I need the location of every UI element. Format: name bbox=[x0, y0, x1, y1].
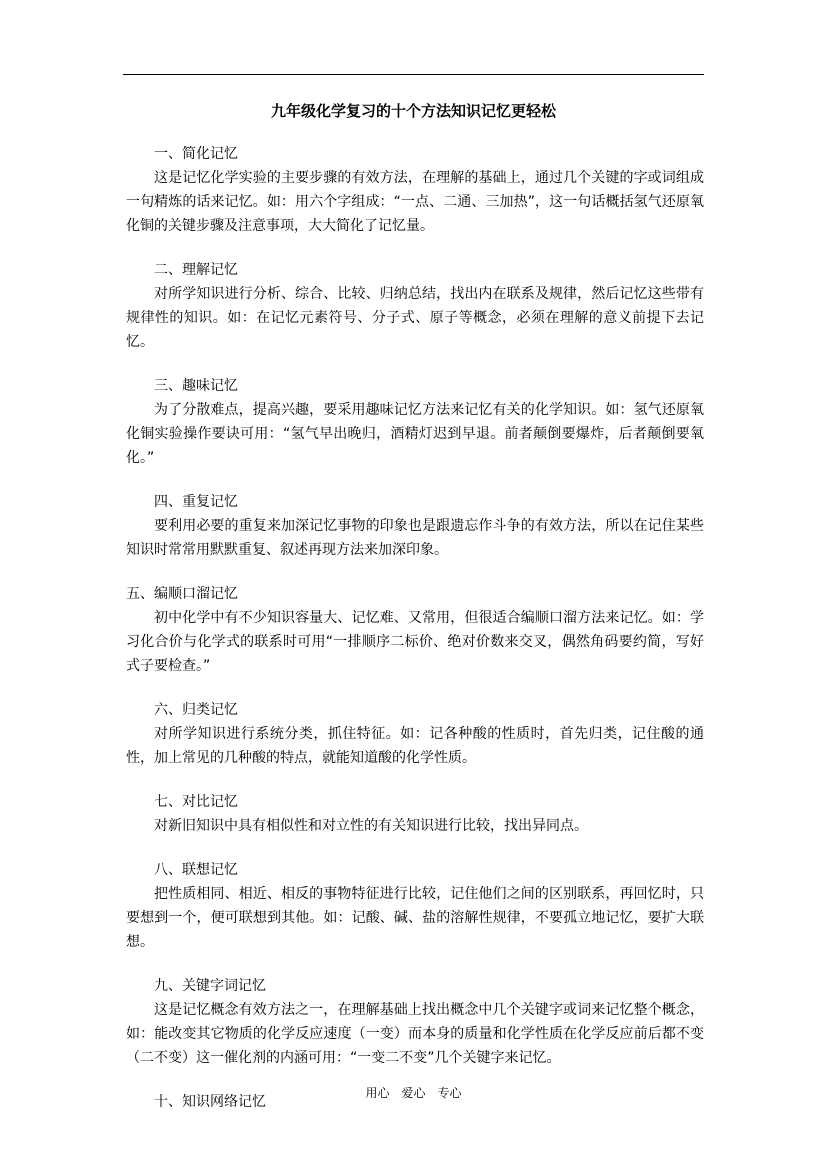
section-paragraph: 对所学知识进行系统分类，抓住特征。如：记各种酸的性质时，首先归类，记住酸的通性，加上常见的几种酸的特点，就能知道酸的化学性质。 bbox=[126, 726, 704, 766]
section-1 bbox=[126, 142, 704, 238]
section-paragraph: 这是记忆概念有效方法之一，在理解基础上找出概念中几个关键字或词来记忆整个概念，如：能改变其它物质的化学反应速度（一变）而本身的质量和化学性质在化学反应前后都不变（二不变）这一催化剂的内涵可用：“一变二不变”几个关键字来记忆。 bbox=[126, 1002, 704, 1066]
section-heading: 三、趣味记忆 bbox=[154, 378, 238, 394]
section-paragraph: 为了分散难点，提高兴趣，要采用趣味记忆方法来记忆有关的化学知识。如：氢气还原氧化铜实验操作要诀可用：“氢气早出晚归，酒精灯迟到早退。前者颠倒要爆炸，后者颠倒要氧化。” bbox=[126, 402, 704, 466]
section-heading: 八、联想记忆 bbox=[154, 862, 238, 878]
section-paragraph: 对所学知识进行分析、综合、比较、归纳总结，找出内在联系及规律，然后记忆这些带有规律性的知识。如：在记忆元素符号、分子式、原子等概念，必须在理解的意义前提下去记忆。 bbox=[126, 286, 704, 350]
section-paragraph: 这是记忆化学实验的主要步骤的有效方法，在理解的基础上，通过几个关键的字或词组成一句精炼的话来记忆。如：用六个字组成：“一点、二通、三加热”，这一句话概括氢气还原氧化铜的关键步骤及注意事项，大大简化了记忆量。 bbox=[126, 170, 704, 234]
section-heading: 四、重复记忆 bbox=[154, 494, 238, 510]
section-9 bbox=[126, 974, 704, 1070]
section-4 bbox=[126, 490, 704, 562]
section-paragraph: 要利用必要的重复来加深记忆事物的印象也是跟遗忘作斗争的有效方法，所以在记住某些知识时常常用默默重复、叙述再现方法来加深印象。 bbox=[126, 518, 704, 558]
section-heading: 十、知识网络记忆 bbox=[154, 1094, 266, 1110]
page-footer: 用心 爱心 专心 bbox=[365, 1086, 462, 1100]
document-body bbox=[126, 142, 704, 1134]
section-heading: 二、理解记忆 bbox=[154, 262, 238, 278]
section-heading: 五、编顺口溜记忆 bbox=[126, 586, 238, 602]
section-heading: 一、简化记忆 bbox=[154, 146, 238, 162]
section-6 bbox=[126, 698, 704, 770]
section-paragraph: 对新旧知识中具有相似性和对立性的有关知识进行比较，找出异同点。 bbox=[154, 818, 588, 834]
section-paragraph: 把性质相同、相近、相反的事物特征进行比较，记住他们之间的区别联系，再回忆时，只要想到一个，便可联想到其他。如：记酸、碱、盐的溶解性规律，不要孤立地记忆，要扩大联想。 bbox=[126, 886, 704, 950]
section-5 bbox=[126, 582, 704, 678]
section-heading: 九、关键字词记忆 bbox=[154, 978, 266, 994]
section-7 bbox=[126, 790, 704, 838]
section-3 bbox=[126, 374, 704, 470]
section-paragraph: 初中化学中有不少知识容量大、记忆难、又常用，但很适合编顺口溜方法来记忆。如：学习化合价与化学式的联系时可用“一排顺序二标价、绝对价数来交叉，偶然角码要约简，写好式子要检查。” bbox=[126, 610, 704, 674]
section-heading: 六、归类记忆 bbox=[154, 702, 238, 718]
document-title: 九年级化学复习的十个方法知识记忆更轻松 bbox=[270, 102, 556, 120]
header-rule bbox=[123, 74, 704, 75]
section-heading: 七、对比记忆 bbox=[154, 794, 238, 810]
section-2 bbox=[126, 258, 704, 354]
section-8 bbox=[126, 858, 704, 954]
